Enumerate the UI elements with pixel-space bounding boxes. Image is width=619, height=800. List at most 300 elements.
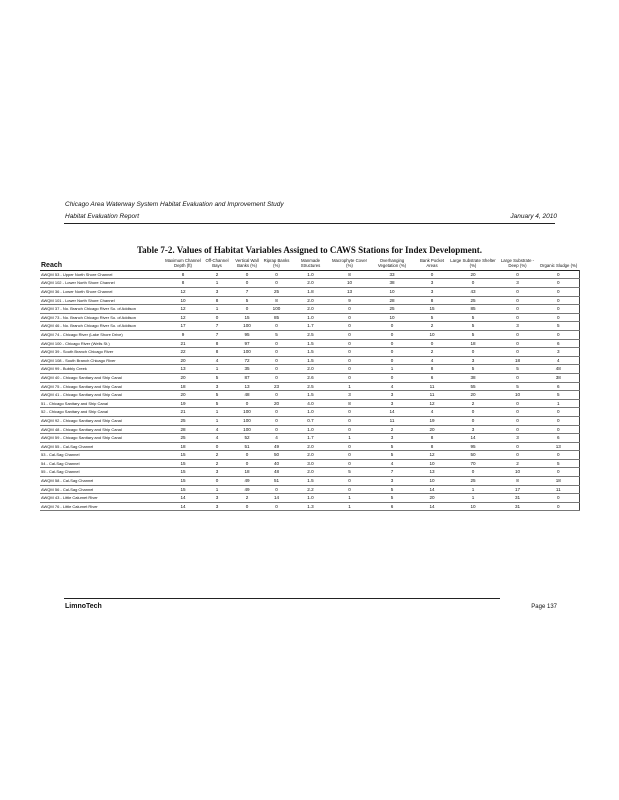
value-cell: 2.5 bbox=[291, 330, 330, 339]
station-name-cell: AWQM 40 - Chicago Sanitary and Ship Canal bbox=[40, 373, 164, 382]
value-cell: 11 bbox=[369, 416, 415, 425]
value-cell: 1.0 bbox=[291, 494, 330, 503]
value-cell: 55 bbox=[449, 382, 497, 391]
column-header: Organic Sludge (%) bbox=[539, 263, 578, 269]
value-cell: 0 bbox=[449, 348, 497, 357]
table-row bbox=[40, 288, 579, 297]
table-row bbox=[40, 468, 579, 477]
station-name-cell: AWQM 59 - Chicago Sanitary and Ship Canal bbox=[40, 434, 164, 443]
value-cell: 6 bbox=[538, 382, 579, 391]
value-cell: 72 bbox=[232, 356, 262, 365]
value-cell: 5 bbox=[497, 382, 538, 391]
value-cell: 20 bbox=[449, 391, 497, 400]
table-header-row bbox=[40, 258, 579, 270]
value-cell: 8 bbox=[202, 348, 232, 357]
value-cell: 4 bbox=[202, 434, 232, 443]
value-cell: 8 bbox=[262, 296, 291, 305]
value-cell: 2.0 bbox=[291, 305, 330, 314]
value-cell: 13 bbox=[538, 442, 579, 451]
value-cell: 1 bbox=[202, 365, 232, 374]
table-row bbox=[40, 477, 579, 486]
value-cell: 14 bbox=[415, 502, 449, 511]
value-cell: 0 bbox=[497, 270, 538, 279]
value-cell: 0 bbox=[330, 365, 369, 374]
value-cell: 4 bbox=[369, 382, 415, 391]
value-cell: 0.7 bbox=[291, 416, 330, 425]
value-cell: 0 bbox=[369, 322, 415, 331]
value-cell: 0 bbox=[262, 279, 291, 288]
value-cell: 0 bbox=[262, 485, 291, 494]
value-cell: 3 bbox=[369, 391, 415, 400]
value-cell: 5 bbox=[262, 330, 291, 339]
value-cell: 1 bbox=[449, 494, 497, 503]
value-cell: 9 bbox=[164, 330, 202, 339]
value-cell: 0 bbox=[538, 270, 579, 279]
value-cell: 5 bbox=[497, 365, 538, 374]
value-cell: 0 bbox=[497, 313, 538, 322]
value-cell: 3 bbox=[330, 391, 369, 400]
value-cell: 3 bbox=[497, 279, 538, 288]
value-cell: 0 bbox=[262, 502, 291, 511]
station-name-cell: AWQM 48 - Chicago Sanitary and Ship Canal bbox=[40, 425, 164, 434]
value-cell: 8 bbox=[164, 279, 202, 288]
value-cell: 100 bbox=[232, 322, 262, 331]
value-cell: 0 bbox=[449, 279, 497, 288]
value-cell: 15 bbox=[164, 468, 202, 477]
value-cell: 0 bbox=[449, 416, 497, 425]
value-cell: 97 bbox=[232, 339, 262, 348]
station-name-cell: AWQM 74 - Chicago River (Lake Shore Drive) bbox=[40, 330, 164, 339]
value-cell: 19 bbox=[164, 399, 202, 408]
table-row bbox=[40, 356, 579, 365]
value-cell: 31 bbox=[497, 502, 538, 511]
table-row bbox=[40, 313, 579, 322]
value-cell: 0 bbox=[232, 279, 262, 288]
value-cell: 35 bbox=[232, 365, 262, 374]
value-cell: 17 bbox=[497, 485, 538, 494]
value-cell: 100 bbox=[232, 348, 262, 357]
value-cell: 0 bbox=[497, 442, 538, 451]
column-header: Large Substrate Shelter (%) bbox=[450, 258, 496, 269]
column-header: Macrophyte Cover (%) bbox=[331, 258, 368, 269]
value-cell: 7 bbox=[202, 322, 232, 331]
value-cell: 4.0 bbox=[291, 399, 330, 408]
value-cell: 2 bbox=[202, 459, 232, 468]
value-cell: 9 bbox=[330, 296, 369, 305]
value-cell: 1.0 bbox=[291, 408, 330, 417]
table-row bbox=[40, 451, 579, 460]
value-cell: 5 bbox=[449, 313, 497, 322]
station-name-cell: AWQM 46 - No. Branch Chicago River So. of Addison bbox=[40, 322, 164, 331]
value-cell: 0 bbox=[232, 270, 262, 279]
value-cell: 15 bbox=[232, 313, 262, 322]
value-cell: 1 bbox=[202, 485, 232, 494]
value-cell: 95 bbox=[449, 442, 497, 451]
value-cell: 1.8 bbox=[291, 288, 330, 297]
value-cell: 0 bbox=[330, 459, 369, 468]
value-cell: 0 bbox=[262, 356, 291, 365]
value-cell: 0 bbox=[497, 339, 538, 348]
value-cell: 1 bbox=[330, 434, 369, 443]
value-cell: 5 bbox=[202, 399, 232, 408]
column-header: Maximum Channel Depth (ft) bbox=[165, 258, 201, 269]
habitat-variables-table bbox=[40, 258, 580, 511]
station-name-cell: AWQM 108 - South Branch Chicago River bbox=[40, 356, 164, 365]
value-cell: 51 bbox=[232, 442, 262, 451]
table-row bbox=[40, 270, 579, 279]
value-cell: 100 bbox=[232, 416, 262, 425]
table-row bbox=[40, 348, 579, 357]
report-header-title: Chicago Area Waterway System Habitat Evaluation and Improvement Study bbox=[65, 201, 284, 208]
value-cell: 1.0 bbox=[291, 270, 330, 279]
value-cell: 14 bbox=[164, 494, 202, 503]
value-cell: 20 bbox=[262, 399, 291, 408]
value-cell: 8 bbox=[415, 442, 449, 451]
value-cell: 2 bbox=[449, 399, 497, 408]
value-cell: 3 bbox=[415, 288, 449, 297]
value-cell: 87 bbox=[232, 373, 262, 382]
value-cell: 0 bbox=[232, 451, 262, 460]
value-cell: 13 bbox=[330, 288, 369, 297]
value-cell: 2.0 bbox=[291, 296, 330, 305]
table-title: Table 7-2. Values of Habitat Variables Assigned to CAWS Stations for Index Development. bbox=[136, 245, 483, 255]
value-cell: 2.0 bbox=[291, 451, 330, 460]
value-cell: 0 bbox=[232, 305, 262, 314]
value-cell: 10 bbox=[330, 279, 369, 288]
value-cell: 0 bbox=[497, 425, 538, 434]
station-name-cell: AWQM 37 - No. Branch Chicago River So. of Addison bbox=[40, 305, 164, 314]
value-cell: 15 bbox=[164, 477, 202, 486]
value-cell: 0 bbox=[538, 502, 579, 511]
value-cell: 7 bbox=[232, 288, 262, 297]
value-cell: 0 bbox=[262, 322, 291, 331]
value-cell: 14 bbox=[415, 485, 449, 494]
value-cell: 10 bbox=[449, 502, 497, 511]
value-cell: 15 bbox=[415, 305, 449, 314]
value-cell: 4 bbox=[202, 356, 232, 365]
value-cell: 38 bbox=[538, 373, 579, 382]
value-cell: 5 bbox=[369, 451, 415, 460]
value-cell: 0 bbox=[262, 365, 291, 374]
value-cell: 40 bbox=[262, 459, 291, 468]
value-cell: 4 bbox=[538, 356, 579, 365]
value-cell: 85 bbox=[449, 305, 497, 314]
value-cell: 0 bbox=[497, 330, 538, 339]
value-cell: 12 bbox=[164, 305, 202, 314]
footer-divider bbox=[64, 598, 500, 599]
value-cell: 10 bbox=[415, 477, 449, 486]
value-cell: 100 bbox=[232, 425, 262, 434]
table-row bbox=[40, 279, 579, 288]
value-cell: 0 bbox=[497, 296, 538, 305]
column-header: Manmade Structures bbox=[300, 258, 321, 269]
value-cell: 0 bbox=[538, 451, 579, 460]
value-cell: 25 bbox=[164, 434, 202, 443]
value-cell: 22 bbox=[164, 348, 202, 357]
table-row bbox=[40, 494, 579, 503]
value-cell: 2 bbox=[202, 270, 232, 279]
value-cell: 100 bbox=[262, 305, 291, 314]
footer-page-number: Page 137 bbox=[531, 604, 557, 610]
value-cell: 25 bbox=[164, 416, 202, 425]
value-cell: 3 bbox=[202, 382, 232, 391]
value-cell: 23 bbox=[262, 382, 291, 391]
value-cell: 15 bbox=[164, 485, 202, 494]
value-cell: 49 bbox=[232, 485, 262, 494]
value-cell: 1 bbox=[369, 365, 415, 374]
value-cell: 0 bbox=[262, 339, 291, 348]
value-cell: 49 bbox=[232, 477, 262, 486]
value-cell: 0 bbox=[330, 373, 369, 382]
value-cell: 1.3 bbox=[291, 502, 330, 511]
station-name-cell: 54 - Cal-Sag Channel bbox=[40, 459, 164, 468]
value-cell: 2 bbox=[232, 494, 262, 503]
value-cell: 1.7 bbox=[291, 322, 330, 331]
station-name-cell: AWQM 73 - No. Branch Chicago River So. of Addison bbox=[40, 313, 164, 322]
table-row bbox=[40, 442, 579, 451]
station-name-cell: AWQM 76 - Little Calumet River bbox=[40, 502, 164, 511]
value-cell: 6 bbox=[369, 502, 415, 511]
value-cell: 0 bbox=[497, 451, 538, 460]
value-cell: 19 bbox=[415, 416, 449, 425]
value-cell: 18 bbox=[164, 442, 202, 451]
value-cell: 38 bbox=[449, 373, 497, 382]
value-cell: 0 bbox=[369, 339, 415, 348]
value-cell: 1.5 bbox=[291, 356, 330, 365]
value-cell: 10 bbox=[497, 391, 538, 400]
value-cell: 12 bbox=[415, 451, 449, 460]
table-row bbox=[40, 459, 579, 468]
value-cell: 2 bbox=[415, 348, 449, 357]
value-cell: 7 bbox=[369, 468, 415, 477]
value-cell: 43 bbox=[449, 288, 497, 297]
value-cell: 85 bbox=[262, 313, 291, 322]
value-cell: 0 bbox=[538, 305, 579, 314]
value-cell: 0 bbox=[330, 305, 369, 314]
value-cell: 0 bbox=[330, 442, 369, 451]
value-cell: 2.6 bbox=[291, 373, 330, 382]
value-cell: 3 bbox=[202, 494, 232, 503]
column-header: Bank Pocket Areas bbox=[419, 258, 445, 269]
value-cell: 15 bbox=[164, 451, 202, 460]
value-cell: 2 bbox=[497, 459, 538, 468]
value-cell: 4 bbox=[202, 425, 232, 434]
station-name-cell: AWQM 92 - Chicago Sanitary and Ship Canal bbox=[40, 416, 164, 425]
value-cell: 0 bbox=[330, 477, 369, 486]
value-cell: 20 bbox=[449, 270, 497, 279]
value-cell: 3 bbox=[449, 356, 497, 365]
value-cell: 2 bbox=[369, 425, 415, 434]
value-cell: 10 bbox=[369, 288, 415, 297]
value-cell: 20 bbox=[164, 391, 202, 400]
value-cell: 0 bbox=[449, 408, 497, 417]
value-cell: 5 bbox=[538, 322, 579, 331]
table-row bbox=[40, 382, 579, 391]
table-row bbox=[40, 322, 579, 331]
value-cell: 4 bbox=[262, 434, 291, 443]
station-name-cell: AWQM 41 - Chicago Sanitary and Ship Canal bbox=[40, 391, 164, 400]
value-cell: 3 bbox=[497, 322, 538, 331]
value-cell: 8 bbox=[497, 477, 538, 486]
value-cell: 8 bbox=[415, 434, 449, 443]
value-cell: 5 bbox=[449, 365, 497, 374]
table-row bbox=[40, 434, 579, 443]
value-cell: 18 bbox=[497, 356, 538, 365]
value-cell: 0 bbox=[262, 425, 291, 434]
value-cell: 0 bbox=[538, 416, 579, 425]
value-cell: 0 bbox=[369, 373, 415, 382]
value-cell: 1.5 bbox=[291, 477, 330, 486]
value-cell: 31 bbox=[497, 494, 538, 503]
value-cell: 20 bbox=[415, 494, 449, 503]
value-cell: 0 bbox=[330, 313, 369, 322]
value-cell: 0 bbox=[538, 279, 579, 288]
value-cell: 8 bbox=[415, 296, 449, 305]
value-cell: 3 bbox=[202, 468, 232, 477]
value-cell: 5 bbox=[330, 468, 369, 477]
value-cell: 0 bbox=[449, 468, 497, 477]
value-cell: 0 bbox=[497, 399, 538, 408]
value-cell: 33 bbox=[369, 270, 415, 279]
value-cell: 3 bbox=[538, 348, 579, 357]
value-cell: 5 bbox=[232, 296, 262, 305]
value-cell: 0 bbox=[369, 330, 415, 339]
value-cell: 0 bbox=[538, 494, 579, 503]
value-cell: 2 bbox=[415, 322, 449, 331]
value-cell: 7 bbox=[202, 330, 232, 339]
value-cell: 0 bbox=[202, 477, 232, 486]
station-name-cell: AWQM 43 - Little Calumet River bbox=[40, 494, 164, 503]
column-header: Overhanging Vegetation (%) bbox=[377, 258, 407, 269]
value-cell: 28 bbox=[164, 425, 202, 434]
value-cell: 0 bbox=[232, 502, 262, 511]
value-cell: 8 bbox=[202, 339, 232, 348]
value-cell: 20 bbox=[415, 425, 449, 434]
table-row bbox=[40, 373, 579, 382]
value-cell: 11 bbox=[415, 382, 449, 391]
value-cell: 0 bbox=[330, 425, 369, 434]
value-cell: 4 bbox=[415, 356, 449, 365]
value-cell: 1 bbox=[330, 494, 369, 503]
value-cell: 13 bbox=[232, 382, 262, 391]
value-cell: 0 bbox=[538, 425, 579, 434]
value-cell: 1.0 bbox=[291, 313, 330, 322]
value-cell: 0 bbox=[262, 373, 291, 382]
value-cell: 48 bbox=[232, 391, 262, 400]
value-cell: 0 bbox=[202, 313, 232, 322]
value-cell: 10 bbox=[415, 459, 449, 468]
value-cell: 20 bbox=[164, 356, 202, 365]
value-cell: 0 bbox=[262, 348, 291, 357]
column-header-reach: Reach bbox=[41, 262, 63, 270]
value-cell: 0 bbox=[330, 408, 369, 417]
value-cell: 0 bbox=[202, 442, 232, 451]
value-cell: 0 bbox=[369, 356, 415, 365]
value-cell: 5 bbox=[369, 485, 415, 494]
value-cell: 8 bbox=[330, 399, 369, 408]
value-cell: 0 bbox=[262, 270, 291, 279]
value-cell: 20 bbox=[164, 373, 202, 382]
value-cell: 2.0 bbox=[291, 442, 330, 451]
value-cell: 48 bbox=[538, 365, 579, 374]
value-cell: 10 bbox=[164, 296, 202, 305]
station-name-cell: AWQM 58 - Cal-Sag Channel bbox=[40, 477, 164, 486]
value-cell: 1 bbox=[202, 305, 232, 314]
value-cell: 13 bbox=[415, 468, 449, 477]
value-cell: 14 bbox=[262, 494, 291, 503]
value-cell: 10 bbox=[369, 313, 415, 322]
value-cell: 2.5 bbox=[291, 382, 330, 391]
table-row bbox=[40, 399, 579, 408]
value-cell: 38 bbox=[369, 279, 415, 288]
value-cell: 4 bbox=[369, 459, 415, 468]
table-body bbox=[40, 270, 579, 511]
value-cell: 0 bbox=[538, 330, 579, 339]
value-cell: 0 bbox=[415, 270, 449, 279]
station-name-cell: AWQM 55 - Cal-Sag Channel bbox=[40, 442, 164, 451]
value-cell: 0 bbox=[330, 416, 369, 425]
station-name-cell: AWQM 101 - Lower North Shore Channel bbox=[40, 296, 164, 305]
value-cell: 8 bbox=[164, 270, 202, 279]
station-name-cell: AWQM 100 - Chicago River (Wells St.) bbox=[40, 339, 164, 348]
value-cell: 3 bbox=[369, 399, 415, 408]
value-cell: 5 bbox=[369, 494, 415, 503]
column-header: Vertical Wall Banks (%) bbox=[235, 258, 259, 269]
value-cell: 50 bbox=[262, 451, 291, 460]
value-cell: 0 bbox=[415, 339, 449, 348]
value-cell: 95 bbox=[232, 330, 262, 339]
value-cell: 12 bbox=[415, 399, 449, 408]
value-cell: 3 bbox=[497, 434, 538, 443]
column-header: Riprap Banks (%) bbox=[263, 258, 290, 269]
value-cell: 0 bbox=[497, 373, 538, 382]
value-cell: 11 bbox=[415, 391, 449, 400]
station-name-cell: 51 - Chicago Sanitary and Ship Canal bbox=[40, 399, 164, 408]
value-cell: 0 bbox=[330, 451, 369, 460]
value-cell: 21 bbox=[164, 408, 202, 417]
table-row bbox=[40, 305, 579, 314]
value-cell: 1.0 bbox=[291, 425, 330, 434]
value-cell: 5 bbox=[415, 313, 449, 322]
value-cell: 6 bbox=[538, 434, 579, 443]
value-cell: 13 bbox=[164, 365, 202, 374]
column-header: Large Substrate - Deep (%) bbox=[500, 258, 535, 269]
station-name-cell: AWQM 53 - Upper North Shore Channel bbox=[40, 270, 164, 279]
value-cell: 0 bbox=[538, 313, 579, 322]
value-cell: 1.7 bbox=[291, 434, 330, 443]
footer-company: LimnoTech bbox=[65, 603, 102, 610]
table-row bbox=[40, 485, 579, 494]
value-cell: 5 bbox=[369, 442, 415, 451]
value-cell: 10 bbox=[497, 468, 538, 477]
value-cell: 2.2 bbox=[291, 485, 330, 494]
value-cell: 3 bbox=[202, 288, 232, 297]
value-cell: 14 bbox=[369, 408, 415, 417]
table-row bbox=[40, 296, 579, 305]
table-row bbox=[40, 339, 579, 348]
value-cell: 51 bbox=[262, 477, 291, 486]
value-cell: 5 bbox=[538, 391, 579, 400]
value-cell: 0 bbox=[369, 348, 415, 357]
value-cell: 0 bbox=[538, 296, 579, 305]
value-cell: 0 bbox=[538, 408, 579, 417]
value-cell: 0 bbox=[538, 288, 579, 297]
value-cell: 18 bbox=[164, 382, 202, 391]
table-row bbox=[40, 330, 579, 339]
value-cell: 1 bbox=[538, 399, 579, 408]
value-cell: 18 bbox=[232, 468, 262, 477]
value-cell: 1.5 bbox=[291, 348, 330, 357]
